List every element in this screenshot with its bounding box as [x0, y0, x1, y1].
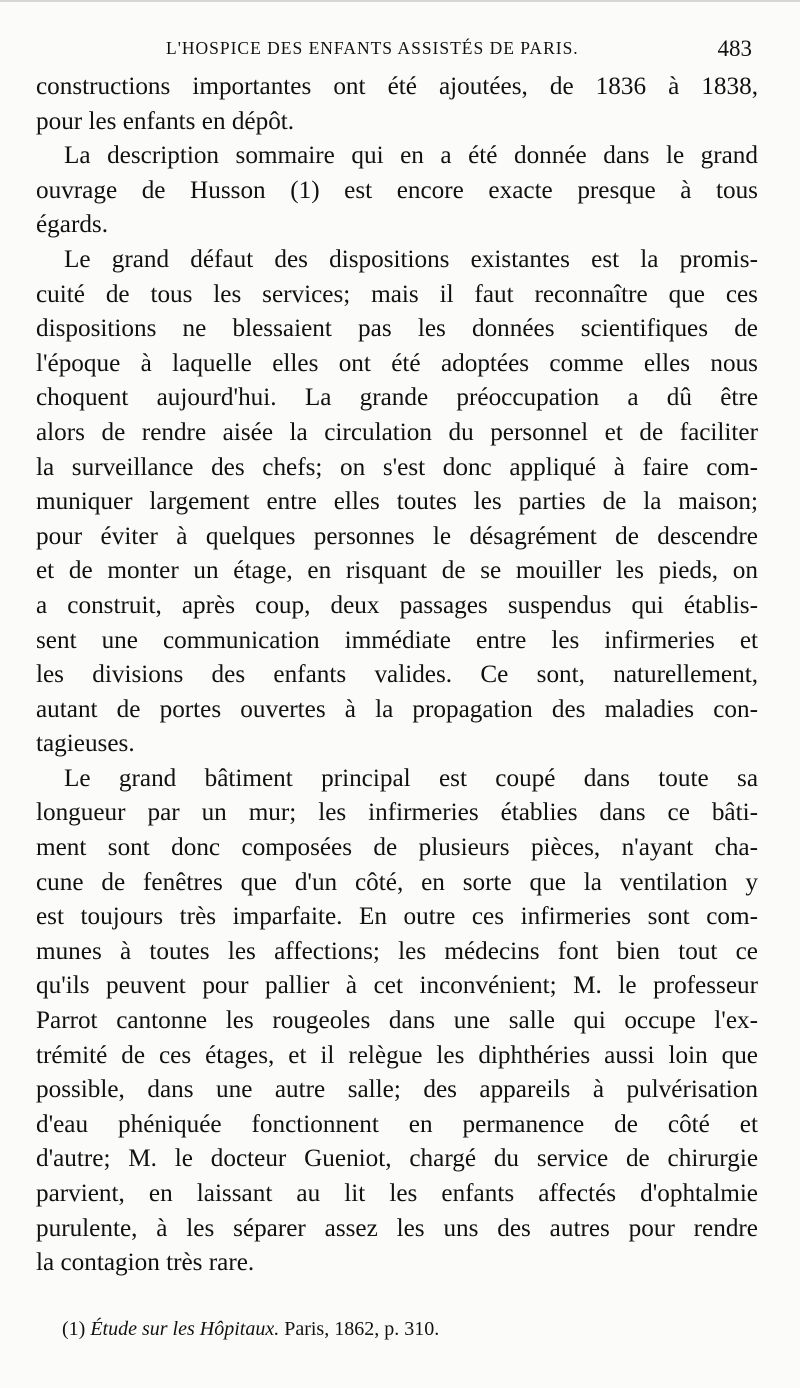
running-title: L'HOSPICE DES ENFANTS ASSISTÉS DE PARIS. [166, 38, 579, 58]
footnote-title: Étude sur les Hôpitaux. [90, 1318, 280, 1340]
text-line: ment sont donc composées de plusieurs pièces, n'ayant cha- [36, 834, 758, 862]
page-header [36, 38, 760, 68]
page-number: 483 [717, 36, 752, 61]
text-line: Le grand défaut des dispositions existantes est la promis- [64, 245, 758, 273]
paragraph [36, 243, 758, 762]
footnote [62, 1318, 439, 1341]
paragraph [36, 762, 758, 1281]
text-line: autant de portes ouvertes à la propagation des maladies con- [36, 695, 758, 723]
paragraph [36, 70, 758, 139]
footnote-marker: (1) [62, 1318, 86, 1340]
text-line: tagieuses. [36, 730, 135, 758]
text-line: trémité de ces étages, et il relègue les diphthéries aussi loin que [36, 1041, 758, 1069]
footnote-reference: Paris, 1862, p. 310. [284, 1318, 440, 1340]
text-line: d'autre; M. le docteur Gueniot, chargé du service de chirurgie [36, 1145, 758, 1173]
text-line: est toujours très imparfaite. En outre ces infirmeries sont com- [36, 903, 758, 931]
text-line: dispositions ne blessaient pas les données scientifiques de [36, 315, 758, 343]
text-line: purulente, à les séparer assez les uns des autres pour rendre [36, 1214, 758, 1242]
text-line: cuité de tous les services; mais il faut reconnaître que ces [36, 280, 758, 308]
text-line: Le grand bâtiment principal est coupé dans toute sa [64, 764, 758, 792]
text-line: qu'ils peuvent pour pallier à cet inconvénient; M. le professeur [36, 972, 758, 1000]
text-line: cune de fenêtres que d'un côté, en sorte que la ventilation y [36, 868, 758, 896]
text-line: Parrot cantonne les rougeoles dans une salle qui occupe l'ex- [36, 1007, 758, 1035]
text-line: l'époque à laquelle elles ont été adoptées comme elles nous [36, 349, 758, 377]
top-edge [0, 0, 800, 2]
text-line: a construit, après coup, deux passages suspendus qui établis- [36, 591, 758, 619]
text-line: pour les enfants en dépôt. [36, 107, 295, 135]
text-line: constructions importantes ont été ajoutées, de 1836 à 1838, [36, 73, 758, 100]
text-line: les divisions des enfants valides. Ce sont, naturellement, [36, 661, 758, 689]
text-line: égards. [36, 211, 109, 239]
text-line: La description sommaire qui en a été donnée dans le grand [64, 142, 758, 170]
body-text [36, 70, 758, 1281]
text-line: munes à toutes les affections; les médecins font bien tout ce [36, 937, 758, 965]
text-line: d'eau phéniquée fonctionnent en permanence de côté et [36, 1110, 758, 1138]
text-line: la surveillance des chefs; on s'est donc appliqué à faire com- [36, 453, 758, 481]
text-line: parvient, en laissant au lit les enfants affectés d'ophtalmie [36, 1180, 758, 1207]
text-line: ouvrage de Husson (1) est encore exacte presque à tous [36, 176, 758, 204]
text-line: sent une communication immédiate entre les infirmeries et [36, 626, 758, 654]
text-line: longueur par un mur; les infirmeries établies dans ce bâti- [36, 799, 758, 827]
paragraph [36, 139, 758, 243]
text-line: alors de rendre aisée la circulation du personnel et de faciliter [36, 418, 758, 446]
text-line: et de monter un étage, en risquant de se mouiller les pieds, on [36, 557, 758, 585]
text-line: muniquer largement entre elles toutes les parties de la maison; [36, 488, 758, 516]
text-line: pour éviter à quelques personnes le désagrément de descendre [36, 522, 758, 550]
text-line: possible, dans une autre salle; des appareils à pulvérisation [36, 1076, 758, 1104]
text-line: choquent aujourd'hui. La grande préoccupation a dû être [36, 384, 758, 412]
text-line: la contagion très rare. [36, 1249, 255, 1277]
